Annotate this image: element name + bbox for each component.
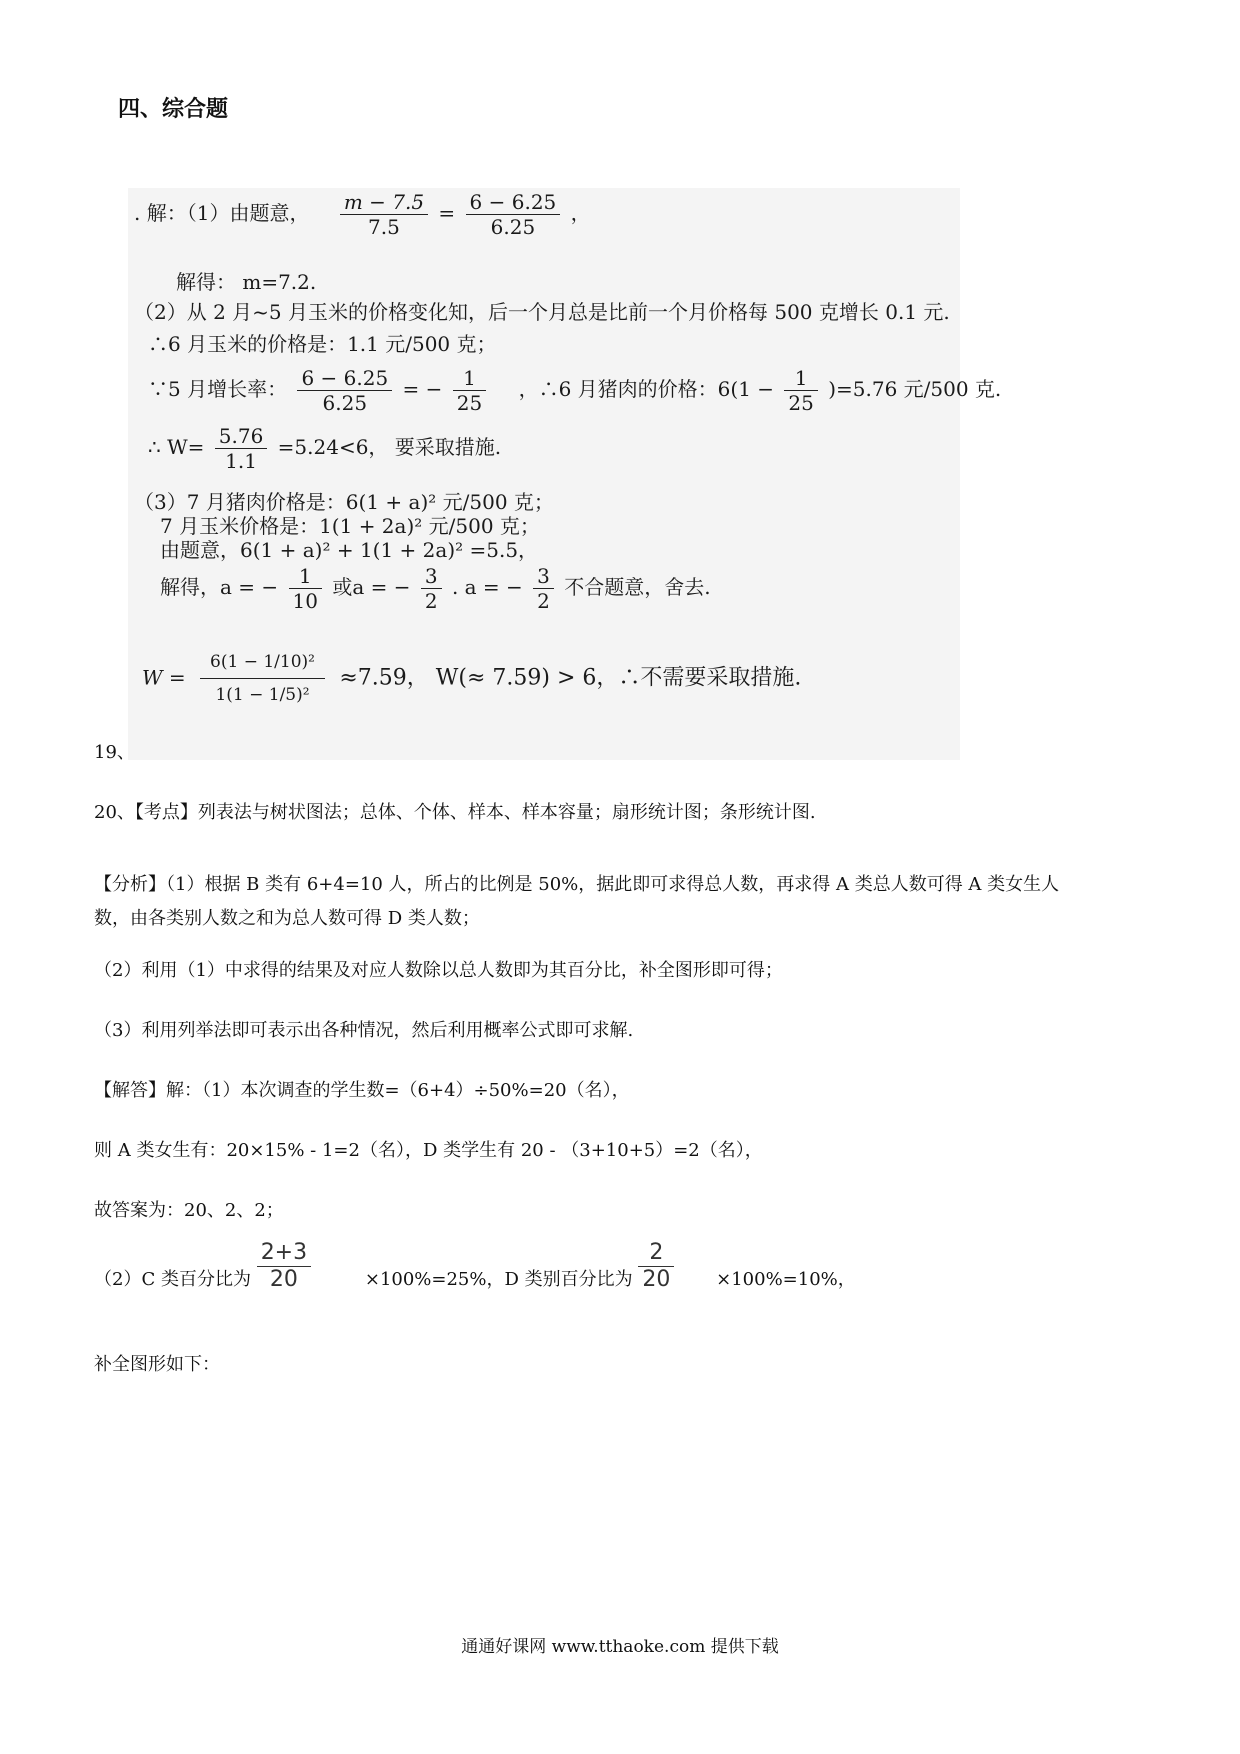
fraction-numerator: 5.76 — [215, 424, 268, 449]
fraction-numerator: 1 — [289, 564, 322, 589]
q19-line-5-suffix: )=5.76 元/500 克. — [828, 377, 1002, 401]
fraction-denominator: 10 — [292, 589, 318, 613]
fraction-denominator: 1(1 − 1/5)² — [215, 685, 310, 706]
q19-line-5-mid: ，∴6 月猪肉的价格：6(1 − — [518, 377, 775, 401]
fraction-denominator: 20 — [642, 1266, 671, 1292]
fraction-numerator: m − 7.5 — [340, 190, 428, 215]
fraction-denominator: 20 — [269, 1266, 298, 1292]
q19-line-11-suffix: ≈7.59， W(≈ 7.59) > 6，∴不需要采取措施. — [339, 665, 802, 691]
fraction — [421, 564, 442, 613]
fraction-numerator: 2 — [638, 1240, 674, 1267]
q19-line-8: 7 月玉米价格是：1(1 + 2a)² 元/500 克； — [160, 514, 540, 538]
q19-line-10-mid: 或a = − — [332, 575, 411, 599]
q19-line-5 — [148, 366, 1001, 415]
fraction-numerator: 3 — [533, 564, 554, 589]
fraction-denominator: 7.5 — [368, 215, 400, 239]
q20-jieda-line-4 — [94, 1239, 856, 1310]
fraction-numerator: 6 − 6.25 — [297, 366, 392, 391]
fraction — [340, 190, 428, 239]
q19-line-1-suffix: ， — [570, 201, 591, 225]
q20-jieda-line-1: 【解答】解：（1）本次调查的学生数=（6+4）÷50%=20（名）， — [94, 1080, 630, 1101]
q19-line-6-suffix: =5.24<6， 要采取措施. — [277, 435, 502, 459]
fraction-denominator: 1.1 — [225, 449, 257, 473]
q19-line-9: 由题意，6(1 + a)² + 1(1 + 2a)² =5.5， — [160, 538, 539, 562]
fraction-denominator: 6.25 — [322, 391, 368, 415]
fraction — [215, 424, 268, 473]
fraction-numerator: 1 — [784, 366, 817, 391]
fraction-denominator: 25 — [788, 391, 814, 415]
q19-line-11-prefix: W = — [142, 665, 186, 690]
q20-fenxi-line-4: （3）利用列举法即可表示出各种情况，然后利用概率公式即可求解. — [94, 1020, 634, 1041]
q19-line-2: 解得： m=7.2. — [176, 270, 317, 294]
q19-line-11 — [142, 646, 801, 712]
fraction-numerator: 3 — [421, 564, 442, 589]
q20-jieda-line-4-suffix: ×100%=10%， — [716, 1269, 856, 1290]
q20-fenxi-line-3: （2）利用（1）中求得的结果及对应人数除以总人数即为其百分比，补全图形即可得； — [94, 960, 783, 981]
equals-sign: = — [438, 201, 456, 225]
fraction — [297, 366, 392, 415]
fraction-denominator: 2 — [537, 589, 550, 613]
fraction — [533, 564, 554, 613]
q20-jieda-line-3: 故答案为：20、2、2； — [94, 1200, 284, 1221]
fraction — [453, 366, 486, 415]
question-number-19: 19、 — [94, 742, 135, 763]
q20-jieda-line-4-mid: ×100%=25%，D 类别百分比为 — [364, 1269, 633, 1290]
fraction — [257, 1240, 311, 1293]
equals-minus: = − — [402, 377, 443, 401]
fraction-denominator: 25 — [456, 391, 483, 415]
fraction — [784, 366, 817, 415]
section-title: 四、综合题 — [118, 97, 229, 122]
fraction — [289, 564, 322, 613]
q19-line-4: ∴6 月玉米的价格是：1.1 元/500 克； — [148, 332, 497, 356]
fraction-numerator: 6(1 − 1/10)² — [200, 646, 325, 679]
q20-kaodian: 20、【考点】列表法与树状图法；总体、个体、样本、样本容量；扇形统计图；条形统计图. — [94, 802, 816, 823]
q19-line-7: （3）7 月猪肉价格是：6(1 + a)² 元/500 克； — [134, 490, 554, 514]
fraction — [638, 1240, 674, 1293]
q19-line-5-prefix: ∵5 月增长率： — [148, 377, 288, 401]
q20-jieda-line-2: 则 A 类女生有：20×15% - 1=2（名），D 类学生有 20 - （3+10+5）=2（名）， — [94, 1140, 763, 1161]
q19-line-10-suffix: 不合题意，舍去. — [564, 575, 711, 599]
q19-line-1-prefix: . 解：（1）由题意， — [134, 201, 310, 225]
q20-jieda-line-5: 补全图形如下： — [94, 1354, 220, 1375]
page-footer: 通通好课网 www.tthaoke.com 提供下载 — [461, 1637, 779, 1657]
fraction — [466, 190, 561, 239]
q19-line-10-prefix: 解得，a = − — [160, 575, 279, 599]
fraction-numerator: 6 − 6.25 — [466, 190, 561, 215]
q19-solution-image — [128, 188, 1002, 760]
fraction-numerator: 2+3 — [257, 1240, 311, 1267]
fraction — [200, 646, 325, 712]
q19-line-6-prefix: ∴ W= — [148, 435, 205, 459]
fraction-denominator: 2 — [424, 589, 438, 613]
q20-jieda-line-4-prefix: （2）C 类百分比为 — [94, 1269, 251, 1290]
q20-fenxi-line-1: 【分析】（1）根据 B 类有 6+4=10 人，所占的比例是 50%，据此即可求得总人数，再求得 A 类总人数可得 A 类女生人 — [94, 874, 1060, 895]
q19-line-10-mid2: . a = − — [451, 575, 523, 599]
q20-fenxi-line-2: 数，由各类别人数之和为总人数可得 D 类人数； — [94, 908, 480, 929]
q19-line-1 — [134, 190, 591, 239]
q19-line-10 — [160, 564, 711, 613]
q19-line-6 — [148, 424, 501, 473]
q19-line-3: （2）从 2 月~5 月玉米的价格变化知，后一个月总是比前一个月价格每 500 克增长 0.1 元. — [134, 300, 950, 324]
fraction-numerator: 1 — [453, 366, 486, 391]
fraction-denominator: 6.25 — [490, 215, 536, 239]
